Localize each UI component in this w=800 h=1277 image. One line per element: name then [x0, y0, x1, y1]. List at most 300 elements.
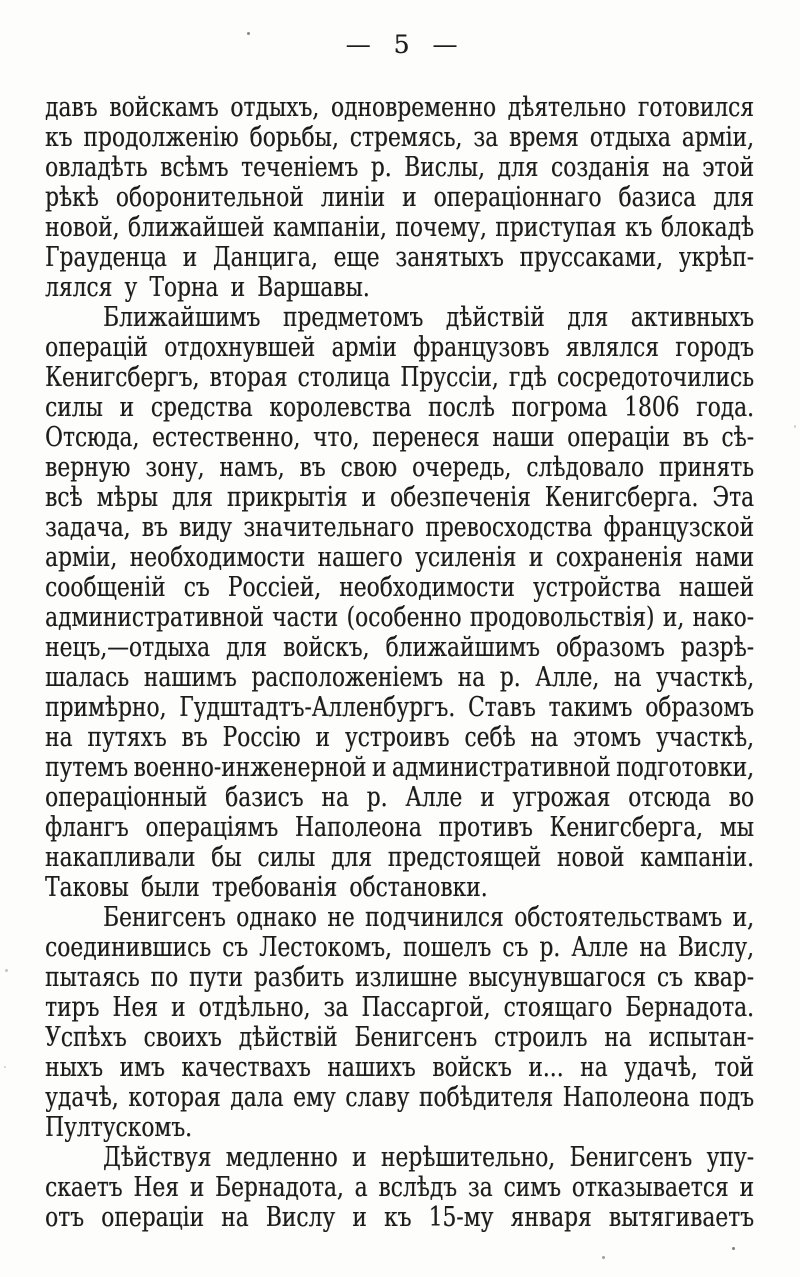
word: разбить — [253, 962, 345, 993]
word: противъ — [438, 812, 533, 843]
word: соединившись — [45, 932, 212, 963]
word: арміи — [331, 332, 397, 363]
word: образомъ — [645, 692, 754, 723]
word: на — [457, 662, 486, 693]
word: отказывается — [571, 1172, 729, 1203]
word: продолженію — [83, 122, 239, 153]
word: накапливали — [45, 842, 196, 873]
word: виду — [179, 512, 232, 543]
text-line — [45, 243, 754, 273]
word: угрожая — [512, 782, 611, 813]
word: и — [170, 992, 186, 1023]
word: высунувшагося — [468, 962, 646, 993]
word: путяхъ — [87, 722, 167, 753]
word: превосходства — [425, 512, 593, 543]
word: французской — [603, 512, 754, 543]
word: за — [323, 992, 349, 1023]
word: сосредоточились — [556, 362, 754, 393]
word: побѣдителя — [418, 1082, 554, 1113]
word: пошелъ — [402, 932, 492, 963]
word: Россіей, — [227, 572, 322, 603]
word: гдѣ — [508, 362, 547, 393]
word: Бенигсенъ — [569, 1142, 693, 1173]
page-number: — 5 — — [345, 30, 459, 59]
word: и — [119, 392, 135, 423]
word: подъ — [699, 1082, 754, 1113]
word: и — [528, 542, 544, 573]
word: сохраненія — [555, 542, 683, 573]
word: излишне — [355, 962, 458, 993]
word: ныхъ — [45, 1052, 103, 1083]
word: Отсюда, — [45, 422, 140, 453]
word: устроивъ — [344, 722, 450, 753]
word: въ — [682, 422, 709, 453]
word: участкѣ, — [655, 662, 754, 693]
word: съ — [222, 932, 249, 963]
word: нако- — [692, 602, 754, 633]
word: всѣмъ — [160, 152, 229, 183]
word: и, — [662, 602, 685, 633]
word: нашимъ — [143, 662, 237, 693]
word: Бенигсенъ — [103, 902, 226, 933]
word: нецъ,—отдыха — [45, 632, 210, 663]
word: въ — [141, 512, 168, 543]
word: а — [354, 1172, 368, 1203]
word: предстоящей — [387, 842, 542, 873]
word: расположеніемъ — [251, 662, 443, 693]
word: административной — [391, 752, 611, 783]
word: ближайшимъ — [385, 632, 540, 663]
text-line — [45, 183, 754, 213]
word: обстоятельствамъ — [514, 902, 723, 933]
word: операцій — [45, 332, 148, 363]
word: р. — [499, 662, 521, 693]
word: ему — [293, 1082, 336, 1113]
text-line: Пултускомъ. — [45, 1112, 192, 1143]
word: той — [714, 1052, 754, 1083]
word: за — [467, 1172, 493, 1203]
scan-speck — [794, 425, 796, 428]
word: активныхъ — [630, 302, 754, 333]
text-line — [45, 993, 754, 1023]
word: Вислу — [265, 1202, 336, 1233]
word: отдыхъ, — [230, 92, 320, 123]
word: базисъ — [225, 782, 304, 813]
word: къ — [45, 122, 73, 153]
word: занятыхъ — [395, 242, 504, 273]
word: Россію — [222, 722, 301, 753]
word: января — [510, 1202, 592, 1233]
word: задача, — [45, 512, 131, 543]
word: необходимости — [339, 572, 515, 603]
word: Алле, — [535, 662, 600, 693]
word: укрѣп- — [678, 242, 754, 273]
word: давъ — [45, 92, 98, 123]
word: для — [567, 302, 609, 333]
word: для — [713, 182, 754, 213]
word: сѣ- — [721, 422, 754, 453]
word: и — [352, 1142, 367, 1173]
word: шалась — [45, 662, 130, 693]
word: и... — [528, 1052, 564, 1083]
word: стоящаго — [503, 992, 613, 1023]
text-line — [45, 813, 754, 843]
word: созданія — [550, 152, 650, 183]
word: значительнаго — [243, 512, 414, 543]
word: необходимости — [129, 542, 306, 573]
paragraph — [45, 903, 754, 1143]
word: и — [371, 752, 387, 783]
word: Алле — [405, 782, 463, 813]
word: базиса — [618, 182, 697, 213]
word: операціи — [101, 1202, 204, 1233]
word: флангъ — [45, 812, 129, 843]
word: силы — [257, 842, 316, 873]
text-line — [45, 783, 754, 813]
scan-speck — [5, 969, 8, 972]
word: скаетъ — [45, 1172, 123, 1203]
word: время — [509, 122, 579, 153]
word: образомъ — [555, 632, 665, 663]
text-line — [45, 963, 754, 993]
word: на — [45, 722, 73, 753]
word: Алле — [571, 932, 629, 963]
text-line — [45, 1173, 754, 1203]
word: принять — [658, 452, 754, 483]
word: упу- — [706, 1142, 754, 1173]
word: дѣятельно — [507, 92, 627, 123]
text-line — [45, 483, 754, 513]
word: Лестокомъ, — [259, 932, 392, 963]
paragraph — [45, 1143, 754, 1233]
word: Данцига, — [212, 242, 318, 273]
scan-speck — [4, 1066, 6, 1068]
paragraph — [45, 303, 754, 903]
word: силы — [45, 392, 103, 423]
word: операціямъ — [145, 812, 279, 843]
text-line — [45, 543, 754, 573]
word: на — [221, 1202, 249, 1233]
text-line — [45, 453, 754, 483]
word: и — [182, 242, 198, 273]
word: и, — [732, 902, 754, 933]
word: являлся — [565, 332, 659, 363]
word: бы — [211, 842, 242, 873]
word: 15-му — [428, 1202, 494, 1233]
word: Наполеона — [294, 812, 422, 843]
word: медленно — [225, 1142, 338, 1173]
word: слѣдовало — [526, 452, 644, 483]
word: на — [662, 152, 690, 183]
word: отсюда — [628, 782, 711, 813]
word: прикрытія — [226, 482, 348, 513]
text-line: Таковы были требованія обстановки. — [45, 872, 488, 903]
word: кампаніи, — [272, 212, 387, 243]
word: нашего — [317, 542, 403, 573]
text-line — [45, 693, 754, 723]
word: и — [739, 1172, 754, 1203]
word: Пассаргой, — [361, 992, 491, 1023]
word: подготовки, — [616, 752, 754, 783]
word: свою — [340, 452, 398, 483]
text-line — [45, 123, 754, 153]
word: отдохнувшей — [164, 332, 316, 363]
word: вытягиваетъ — [608, 1202, 754, 1233]
word: обезпеченія — [389, 482, 531, 513]
word: очередь, — [411, 452, 512, 483]
word: погрома — [511, 392, 608, 423]
text-line — [45, 93, 754, 123]
text-line — [45, 573, 754, 603]
text-line — [45, 1203, 754, 1233]
word: борьбы, — [249, 122, 339, 153]
word: этомъ — [572, 722, 642, 753]
word: Ближайшимъ — [103, 302, 261, 333]
word: Грауденца — [45, 242, 167, 273]
word: приступая — [495, 212, 617, 243]
word: усиленія — [415, 542, 517, 573]
word: французовъ — [413, 332, 550, 363]
word: Бенигсенъ — [354, 1022, 478, 1053]
word: за — [473, 122, 499, 153]
word: еще — [333, 242, 380, 273]
word: для — [226, 632, 267, 663]
word: нашей — [678, 572, 754, 603]
text-line — [45, 1083, 754, 1113]
word: ближайшей — [127, 212, 265, 243]
word: стремясь, — [349, 122, 463, 153]
word: въ — [299, 452, 326, 483]
word: наши — [492, 422, 555, 453]
word: кампаніи. — [640, 842, 754, 873]
word: Нея — [112, 992, 158, 1023]
word: себѣ — [464, 722, 516, 753]
word: качествахъ — [181, 1052, 311, 1083]
word: во — [728, 782, 754, 813]
text-line — [45, 513, 754, 543]
word: операціоннаго — [433, 182, 602, 213]
word: всѣ — [45, 482, 83, 513]
word: Дѣйствуя — [103, 1142, 212, 1173]
word: р. — [539, 932, 561, 963]
word: своихъ — [143, 1022, 222, 1053]
word: Кенигсбергъ, — [45, 362, 200, 393]
word: къ — [624, 212, 653, 243]
word: королевства — [269, 392, 412, 423]
text-line — [45, 603, 754, 633]
word: верную — [45, 452, 131, 483]
word: и — [352, 1202, 367, 1233]
word: административной — [45, 602, 264, 633]
word: оборонительной — [115, 182, 304, 213]
word: этой — [702, 152, 754, 183]
word: Ставъ — [467, 692, 536, 723]
word: новой — [556, 842, 625, 873]
text-line — [45, 903, 754, 933]
word: строилъ — [493, 1022, 588, 1053]
word: къ — [383, 1202, 412, 1233]
word: р. — [370, 152, 392, 183]
word: на — [530, 722, 559, 753]
word: нерѣшительно, — [380, 1142, 556, 1173]
word: Кенигсберга, — [549, 812, 703, 843]
word: отдѣльно, — [198, 992, 311, 1023]
word: на — [613, 662, 642, 693]
word: подчинился — [365, 902, 504, 933]
text-line — [45, 933, 754, 963]
word: участкѣ, — [655, 722, 754, 753]
word: что, — [312, 422, 360, 453]
word: теченіемъ — [240, 152, 359, 183]
text-line — [45, 843, 754, 873]
word: овладѣть — [45, 152, 148, 183]
word: р. — [366, 782, 388, 813]
text-line: лялся у Торна и Варшавы. — [45, 272, 370, 303]
word: квар- — [693, 962, 754, 993]
word: имъ — [119, 1052, 165, 1083]
word: не — [327, 902, 355, 933]
word: путемъ — [45, 752, 128, 783]
word: естественно, — [151, 422, 301, 453]
word: арміи, — [45, 542, 118, 573]
word: послѣ — [428, 392, 495, 423]
word: отъ — [45, 1202, 84, 1233]
word: однако — [236, 902, 317, 933]
word: Вислу, — [677, 932, 754, 963]
word: славу — [345, 1082, 410, 1113]
word: и — [189, 1172, 205, 1203]
text-line — [45, 663, 754, 693]
scan-speck — [732, 1247, 735, 1250]
text-line — [45, 1143, 754, 1173]
word: для — [171, 482, 213, 513]
word: войскъ, — [283, 632, 370, 663]
word: Бернадота, — [215, 1172, 344, 1203]
word: Вислы, — [404, 152, 485, 183]
word: удачѣ, — [45, 1082, 119, 1113]
word: продовольствія) — [469, 602, 655, 633]
word: испытан- — [648, 1022, 754, 1053]
word: и — [315, 722, 330, 753]
word: Наполеона — [562, 1082, 690, 1113]
word: дѣйствій — [238, 1022, 338, 1053]
word: одновременно — [330, 92, 496, 123]
word: Пруссіи, — [400, 362, 499, 393]
word: такимъ — [548, 692, 633, 723]
word: части — [272, 602, 339, 633]
text-line — [45, 333, 754, 363]
text-line — [45, 1053, 754, 1083]
word: съ — [502, 932, 529, 963]
word: симъ — [503, 1172, 561, 1203]
word: дѣйствій — [445, 302, 545, 333]
word: военно-инженерной — [133, 752, 367, 783]
word: средства — [150, 392, 253, 423]
text-line — [45, 393, 754, 423]
word: и — [361, 482, 376, 513]
word: удачѣ, — [624, 1052, 698, 1083]
word: операціи — [567, 422, 670, 453]
word: арміи, — [681, 122, 754, 153]
word: (особенно — [346, 602, 462, 633]
word: вторая — [209, 362, 288, 393]
word: новой, — [45, 212, 120, 243]
word: пытаясь — [45, 962, 140, 993]
text-block — [45, 93, 754, 1233]
word: которая — [128, 1082, 221, 1113]
word: на — [604, 1022, 632, 1053]
text-line — [45, 753, 754, 783]
text-line — [45, 423, 754, 453]
word: и — [480, 782, 495, 813]
word: столица — [297, 362, 391, 393]
word: сообщеній — [45, 572, 166, 603]
word: Гудштадтъ-Алленбургъ. — [179, 692, 456, 723]
word: намъ, — [219, 452, 285, 483]
text-line — [45, 363, 754, 393]
word: разрѣ- — [680, 632, 754, 663]
word: на — [321, 782, 349, 813]
word: въ — [181, 722, 208, 753]
word: мѣры — [96, 482, 158, 513]
text-line — [45, 633, 754, 663]
word: готовился — [637, 92, 754, 123]
word: для — [331, 842, 372, 873]
word: операціонный — [45, 782, 208, 813]
word: и — [402, 182, 417, 213]
scan-speck — [602, 1256, 605, 1259]
word: пути — [189, 962, 243, 993]
word: Бернадота. — [625, 992, 754, 1023]
word: устройства — [532, 572, 661, 603]
word: войскъ — [432, 1052, 512, 1083]
word: почему, — [395, 212, 487, 243]
word: Эта — [712, 482, 754, 513]
word: отдыха — [589, 122, 671, 153]
text-line — [45, 153, 754, 183]
word: 1806 — [624, 392, 680, 423]
word: предметомъ — [282, 302, 424, 333]
word: дала — [230, 1082, 284, 1113]
word: зону, — [145, 452, 205, 483]
word: нашихъ — [327, 1052, 416, 1083]
word: Нея — [133, 1172, 179, 1203]
word: перенеся — [372, 422, 480, 453]
word: нами — [695, 542, 754, 573]
paragraph — [45, 93, 754, 303]
word: по — [150, 962, 179, 993]
word: съ — [656, 962, 683, 993]
word: для — [497, 152, 539, 183]
word: линіи — [320, 182, 386, 213]
word: городъ — [675, 332, 754, 363]
word: на — [639, 932, 667, 963]
word: съ — [183, 572, 210, 603]
text-line — [45, 303, 754, 333]
word: Кенигсберга. — [544, 482, 699, 513]
word: блокадѣ — [660, 212, 754, 243]
word: войскамъ — [109, 92, 219, 123]
word: мы — [719, 812, 754, 843]
word: вслѣдъ — [378, 1172, 457, 1203]
word: примѣрно, — [45, 692, 167, 723]
text-line — [45, 213, 754, 243]
word: года. — [696, 392, 754, 423]
text-line — [45, 1023, 754, 1053]
word: пруссаками, — [519, 242, 663, 273]
text-line — [45, 723, 754, 753]
word: рѣкѣ — [45, 182, 99, 213]
